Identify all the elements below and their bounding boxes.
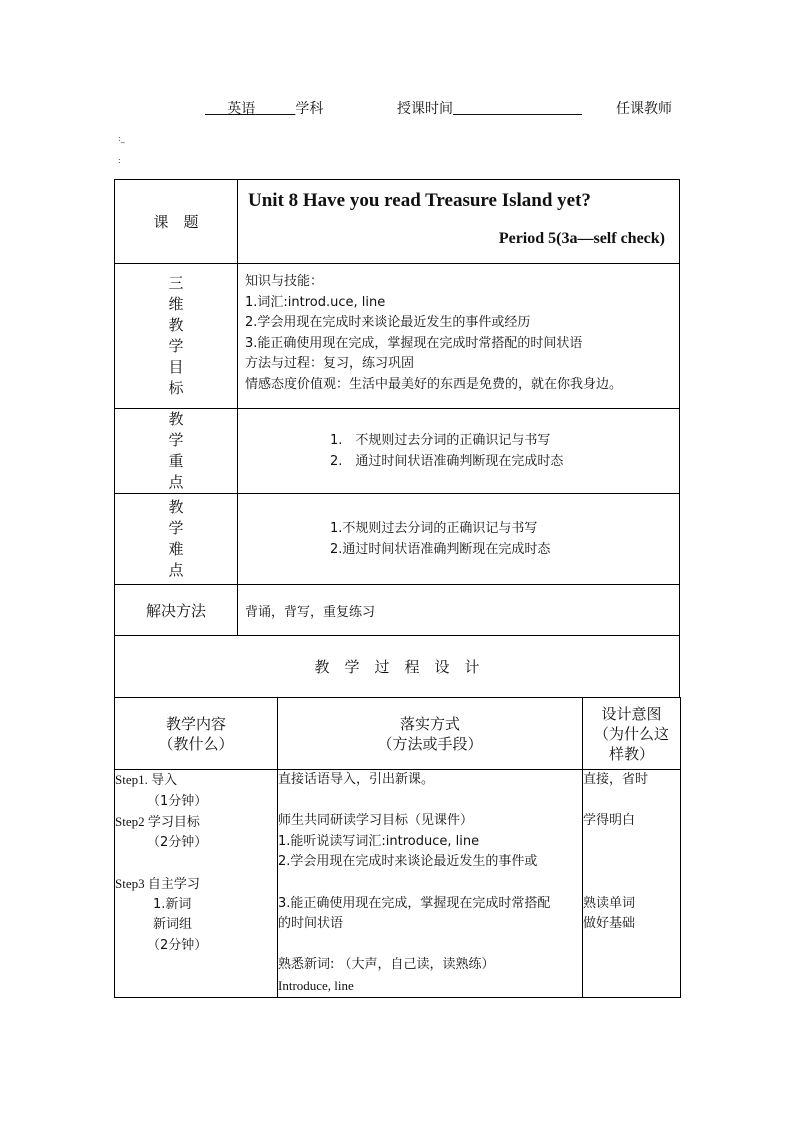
step2-time: （2分钟）	[147, 834, 208, 850]
difficult-label-char: 点	[168, 561, 184, 579]
goals-row	[115, 264, 680, 409]
col-method-header	[278, 698, 583, 770]
process-table	[114, 697, 681, 998]
intent-cell	[583, 770, 681, 998]
intent-line: 学得明白	[583, 813, 636, 829]
step1-text: Step1. 导入	[115, 772, 178, 787]
key-points-row	[115, 409, 680, 494]
method-line: 2.学会用现在完成时来谈论最近发生的事件或	[278, 854, 538, 870]
header-line: （为什么这	[593, 724, 669, 743]
lesson-period: Period 5(3a—self check)	[498, 230, 665, 247]
process-title-row	[115, 636, 680, 698]
step1-time: （1分钟）	[147, 793, 208, 809]
method-line: 的时间状语	[278, 916, 344, 932]
lesson-info-table	[114, 179, 680, 698]
key-point-item: 1. 不规则过去分词的正确识记与书写	[330, 433, 551, 448]
goal-line: 知识与技能：	[245, 274, 324, 289]
mark-1: :_	[118, 134, 125, 143]
method-line: 3.能正确使用现在完成，掌握现在完成时常搭配	[278, 895, 551, 911]
spacer	[583, 791, 680, 812]
step3-sub-new-words: 1.新词	[153, 896, 192, 912]
difficult-point-item: 1.不规则过去分词的正确识记与书写	[330, 521, 538, 536]
spacer	[278, 935, 582, 956]
goals-label-char: 维	[168, 295, 184, 313]
step3-sub-new-phrases: 新词组	[153, 917, 193, 933]
goals-label-char: 三	[168, 274, 184, 292]
goal-line: 情感态度价值观：生活中最美好的东西是免费的，就在你我身边。	[245, 376, 623, 392]
difficult-points-cell	[238, 494, 680, 585]
time-label: 授课时间	[397, 101, 453, 117]
header-line: 落实方式	[399, 714, 460, 733]
header-line: （方法或手段）	[377, 734, 483, 753]
subject-value: 英语	[227, 101, 256, 117]
method-line: 师生共同研读学习目标（见课件）	[278, 813, 474, 829]
time-field	[397, 98, 582, 118]
step3-label: Step3 自主学习	[115, 875, 200, 891]
method-cell	[278, 770, 583, 998]
goal-line: 2.学会用现在完成时来谈论最近发生的事件或经历	[245, 315, 531, 331]
goals-label-char: 教	[168, 316, 184, 334]
goal-line: 3.能正确使用现在完成，掌握现在完成时常搭配的时间状语	[245, 335, 583, 351]
spacer	[583, 873, 680, 894]
step2-label: Step2 学习目标	[115, 814, 200, 830]
header-line: （教什么）	[158, 734, 234, 753]
spacer	[583, 832, 680, 853]
title-cell	[238, 180, 680, 264]
goals-cell	[238, 264, 680, 409]
goals-label	[115, 264, 238, 409]
key-point-item: 2. 通过时间状语准确判断现在完成时态	[330, 454, 564, 469]
key-points-label	[115, 409, 238, 494]
difficult-label-char: 学	[168, 519, 184, 537]
subject-field: ​ 英语 学科	[205, 101, 324, 117]
key-label-char: 教	[168, 410, 184, 428]
process-title: 教 学 过 程 设 计	[115, 636, 680, 698]
difficult-point-item: 2.通过时间状语准确判断现在完成时态	[330, 542, 551, 557]
lesson-title: Unit 8 Have you read Treasure Island yet?	[248, 190, 591, 211]
goal-line: 方法与过程：复习，练习巩固	[245, 356, 415, 372]
process-header-row	[115, 698, 681, 770]
method-line: 熟悉新词: （大声，自己读，读熟练）	[278, 957, 495, 973]
title-label: 课 题	[115, 180, 238, 264]
col-content-header	[115, 698, 278, 770]
method-line: Introduce, line	[278, 977, 354, 993]
goals-label-char: 目	[168, 358, 184, 376]
subject-suffix: 学科	[295, 101, 324, 117]
process-body-row	[115, 770, 681, 998]
header-line: 教学内容	[165, 714, 226, 733]
title-row	[115, 180, 680, 264]
teacher-label: 任课教师	[616, 101, 672, 117]
goals-label-char: 标	[168, 379, 184, 397]
difficult-points-row	[115, 494, 680, 585]
key-label-char: 学	[168, 431, 184, 449]
spacer	[278, 791, 582, 812]
intent-line: 熟读单词	[583, 895, 636, 911]
key-points-cell	[238, 409, 680, 494]
solution-row	[115, 585, 680, 636]
solution-text: 背诵，背写，重复练习	[238, 585, 680, 636]
spacer	[583, 852, 680, 873]
header-line: 设计意图	[601, 704, 662, 723]
spacer	[115, 853, 277, 874]
goal-line: 1.词汇:introd.uce, line	[245, 294, 386, 310]
key-label-char: 重	[168, 452, 184, 470]
difficult-label-char: 教	[168, 498, 184, 516]
margin-marks	[118, 128, 125, 172]
spacer	[278, 873, 582, 894]
mark-2: :	[118, 156, 121, 165]
difficult-label-char: 难	[168, 540, 184, 558]
content-cell	[115, 770, 278, 998]
key-label-char: 点	[168, 473, 184, 491]
intent-line: 做好基础	[583, 916, 636, 932]
intent-line: 直接，省时	[583, 772, 649, 787]
page-header	[0, 98, 794, 118]
goals-label-char: 学	[168, 337, 184, 355]
method-line: 直接话语导入，引出新课。	[278, 772, 435, 787]
method-line: 1.能听说读写词汇:introduce, line	[278, 833, 480, 849]
header-line: 样教）	[608, 744, 654, 763]
solution-label: 解决方法	[115, 585, 238, 636]
col-intent-header	[583, 698, 681, 770]
step3-time: （2分钟）	[147, 937, 208, 953]
step1-label	[115, 770, 277, 792]
difficult-points-label	[115, 494, 238, 585]
